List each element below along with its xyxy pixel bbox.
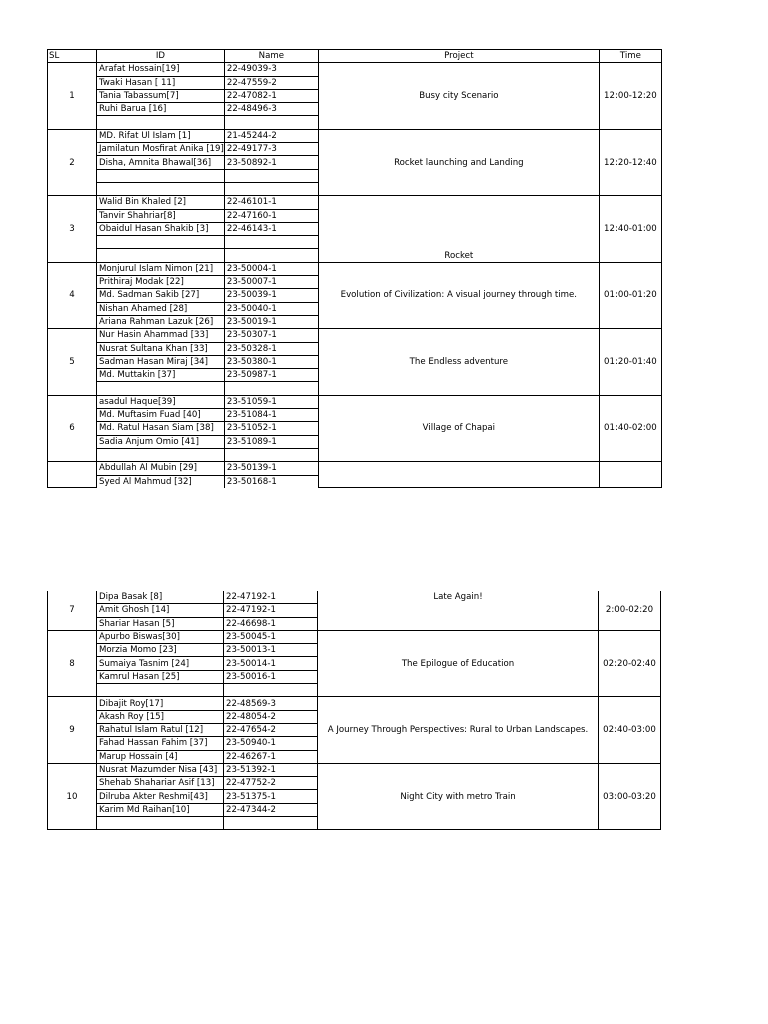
time-slot: 02:20-02:40 xyxy=(599,630,661,696)
project-title: Village of Chapai xyxy=(318,395,599,461)
member-id: 23-50040-1 xyxy=(224,302,318,315)
member-name: Akash Roy [15] xyxy=(97,710,224,723)
member-id: 23-51375-1 xyxy=(224,790,318,803)
member-id xyxy=(224,448,318,461)
member-id: 22-49039-3 xyxy=(224,63,318,76)
table-row xyxy=(48,129,662,142)
table-row xyxy=(48,262,662,275)
schedule-body-continued xyxy=(48,591,661,830)
member-id: 23-51392-1 xyxy=(224,763,318,776)
table-row xyxy=(48,395,662,408)
member-id xyxy=(224,169,318,182)
table-row xyxy=(48,763,661,776)
member-id: 23-50045-1 xyxy=(224,630,318,643)
table-row xyxy=(48,63,662,76)
time-slot: 01:00-01:20 xyxy=(599,262,661,328)
schedule-table xyxy=(47,49,662,488)
time-slot: 12:00-12:20 xyxy=(599,63,661,129)
member-name: Apurbo Biswas[30] xyxy=(97,630,224,643)
member-name: Walid Bin Khaled [2] xyxy=(97,196,225,209)
group-serial: 9 xyxy=(48,697,97,763)
project-title: A Journey Through Perspectives: Rural to Urban Landscapes. xyxy=(318,697,599,763)
member-name: Tanvir Shahriar[8] xyxy=(97,209,225,222)
member-name: Sadia Anjum Omio [41] xyxy=(97,435,225,448)
member-id: 23-50940-1 xyxy=(224,737,318,750)
member-name: Dipa Basak [8] xyxy=(97,591,224,604)
project-title: Busy city Scenario xyxy=(318,63,599,129)
member-id: 22-48569-3 xyxy=(224,697,318,710)
member-id: 21-45244-2 xyxy=(224,129,318,142)
group-serial: 7 xyxy=(48,591,97,630)
member-name: Obaidul Hasan Shakib [3] xyxy=(97,222,225,235)
project-title: The Endless adventure xyxy=(318,329,599,395)
member-id: 22-48054-2 xyxy=(224,710,318,723)
member-name: Arafat Hossain[19] xyxy=(97,63,225,76)
member-id: 23-50380-1 xyxy=(224,355,318,368)
header-id: ID xyxy=(97,50,225,63)
group-serial: 5 xyxy=(48,329,97,395)
member-name: Sadman Hasan Miraj [34] xyxy=(97,355,225,368)
project-title: The Epilogue of Education xyxy=(318,630,599,696)
header-project: Project xyxy=(318,50,599,63)
member-name: Md. Muttakin [37] xyxy=(97,369,225,382)
group-serial xyxy=(48,462,97,488)
header-row xyxy=(48,50,662,63)
table-row xyxy=(48,591,661,604)
schedule-body xyxy=(48,63,662,488)
table-row xyxy=(48,697,661,710)
member-id: 22-47752-2 xyxy=(224,777,318,790)
member-name: Ariana Rahman Lazuk [26] xyxy=(97,315,225,328)
project-title: Rocket launching and Landing xyxy=(318,129,599,195)
member-id xyxy=(224,182,318,195)
member-id: 23-50039-1 xyxy=(224,289,318,302)
table-row xyxy=(48,630,661,643)
member-name: Disha, Amnita Bhawal[36] xyxy=(97,156,225,169)
member-name: Morzia Momo [23] xyxy=(97,644,224,657)
member-id: 23-50892-1 xyxy=(224,156,318,169)
time-slot: 12:20-12:40 xyxy=(599,129,661,195)
project-title xyxy=(318,462,599,488)
member-name xyxy=(97,684,224,697)
project-title: Evolution of Civilization: A visual journey through time. xyxy=(318,262,599,328)
member-id: 22-47082-1 xyxy=(224,89,318,102)
member-id: 22-47192-1 xyxy=(224,591,318,604)
group-serial: 8 xyxy=(48,630,97,696)
group-serial: 1 xyxy=(48,63,97,129)
member-name: Syed Al Mahmud [32] xyxy=(97,475,225,488)
member-name xyxy=(97,249,225,262)
project-title: Night City with metro Train xyxy=(318,763,599,829)
member-name xyxy=(97,817,224,830)
member-name: Prithiraj Modak [22] xyxy=(97,276,225,289)
member-name: Sumaiya Tasnim [24] xyxy=(97,657,224,670)
time-slot: 01:20-01:40 xyxy=(599,329,661,395)
member-name: Dibajit Roy[17] xyxy=(97,697,224,710)
member-id xyxy=(224,236,318,249)
group-serial: 4 xyxy=(48,262,97,328)
time-slot: 12:40-01:00 xyxy=(599,196,661,262)
member-name: Nusrat Mazumder Nisa [43] xyxy=(97,763,224,776)
member-name: Abdullah Al Mubin [29] xyxy=(97,462,225,475)
project-title: Late Again! xyxy=(318,591,599,630)
member-id: 22-46698-1 xyxy=(224,617,318,630)
member-name: Md. Sadman Sakib [27] xyxy=(97,289,225,302)
member-name: Shariar Hasan [5] xyxy=(97,617,224,630)
member-name: Nur Hasin Ahammad [33] xyxy=(97,329,225,342)
group-serial: 3 xyxy=(48,196,97,262)
member-id: 23-50328-1 xyxy=(224,342,318,355)
member-id: 22-49177-3 xyxy=(224,143,318,156)
group-serial: 6 xyxy=(48,395,97,461)
schedule-table-continued xyxy=(47,591,661,830)
member-name xyxy=(97,169,225,182)
member-id: 22-46267-1 xyxy=(224,750,318,763)
time-slot xyxy=(599,462,661,488)
member-name: Kamrul Hasan [25] xyxy=(97,670,224,683)
member-name: asadul Haque[39] xyxy=(97,395,225,408)
member-name: Rahatul Islam Ratul [12] xyxy=(97,723,224,736)
member-name: Twaki Hasan [ 11] xyxy=(97,76,225,89)
member-id: 22-48496-3 xyxy=(224,103,318,116)
member-name: Dilruba Akter Reshmi[43] xyxy=(97,790,224,803)
member-id: 23-50014-1 xyxy=(224,657,318,670)
member-id: 23-51089-1 xyxy=(224,435,318,448)
member-id xyxy=(224,817,318,830)
group-serial: 10 xyxy=(48,763,97,829)
member-id: 23-50019-1 xyxy=(224,315,318,328)
member-id: 23-51052-1 xyxy=(224,422,318,435)
member-id: 23-50016-1 xyxy=(224,670,318,683)
member-id: 22-47559-2 xyxy=(224,76,318,89)
member-name: Nishan Ahamed [28] xyxy=(97,302,225,315)
member-name: Ruhi Barua [16] xyxy=(97,103,225,116)
table-row xyxy=(48,196,662,209)
member-id: 23-50987-1 xyxy=(224,369,318,382)
member-id xyxy=(224,382,318,395)
member-name: Nusrat Sultana Khan [33] xyxy=(97,342,225,355)
member-id: 22-46143-1 xyxy=(224,222,318,235)
member-id: 23-50307-1 xyxy=(224,329,318,342)
time-slot: 02:40-03:00 xyxy=(599,697,661,763)
member-name: Fahad Hassan Fahim [37] xyxy=(97,737,224,750)
member-name: Amit Ghosh [14] xyxy=(97,604,224,617)
member-name: Md. Ratul Hasan Siam [38] xyxy=(97,422,225,435)
member-id xyxy=(224,684,318,697)
member-id: 23-51059-1 xyxy=(224,395,318,408)
member-id: 22-47160-1 xyxy=(224,209,318,222)
member-name: Jamilatun Mosfirat Anika [19] xyxy=(97,143,225,156)
member-id: 22-47654-2 xyxy=(224,723,318,736)
member-name: Md. Muftasim Fuad [40] xyxy=(97,409,225,422)
member-id: 23-50007-1 xyxy=(224,276,318,289)
member-id: 23-50168-1 xyxy=(224,475,318,488)
project-title: Rocket xyxy=(318,196,599,262)
member-id: 23-50004-1 xyxy=(224,262,318,275)
time-slot: 03:00-03:20 xyxy=(599,763,661,829)
member-name: Shehab Shahariar Asif [13] xyxy=(97,777,224,790)
header-name: Name xyxy=(224,50,318,63)
member-name: Monjurul Islam Nimon [21] xyxy=(97,262,225,275)
member-id xyxy=(224,249,318,262)
header-sl: SL xyxy=(48,50,97,63)
time-slot: 2:00-02:20 xyxy=(599,591,661,630)
member-name xyxy=(97,382,225,395)
table-row xyxy=(48,329,662,342)
member-name: Karim Md Raihan[10] xyxy=(97,803,224,816)
header-time: Time xyxy=(599,50,661,63)
member-id: 23-50139-1 xyxy=(224,462,318,475)
member-name xyxy=(97,182,225,195)
member-id: 23-51084-1 xyxy=(224,409,318,422)
member-id xyxy=(224,116,318,129)
table-row xyxy=(48,462,662,475)
member-name xyxy=(97,448,225,461)
member-name: Marup Hossain [4] xyxy=(97,750,224,763)
member-id: 23-50013-1 xyxy=(224,644,318,657)
member-id: 22-47192-1 xyxy=(224,604,318,617)
group-serial: 2 xyxy=(48,129,97,195)
member-name xyxy=(97,236,225,249)
member-id: 22-47344-2 xyxy=(224,803,318,816)
member-name: MD. Rifat Ul Islam [1] xyxy=(97,129,225,142)
time-slot: 01:40-02:00 xyxy=(599,395,661,461)
member-name xyxy=(97,116,225,129)
member-id: 22-46101-1 xyxy=(224,196,318,209)
member-name: Tania Tabassum[7] xyxy=(97,89,225,102)
